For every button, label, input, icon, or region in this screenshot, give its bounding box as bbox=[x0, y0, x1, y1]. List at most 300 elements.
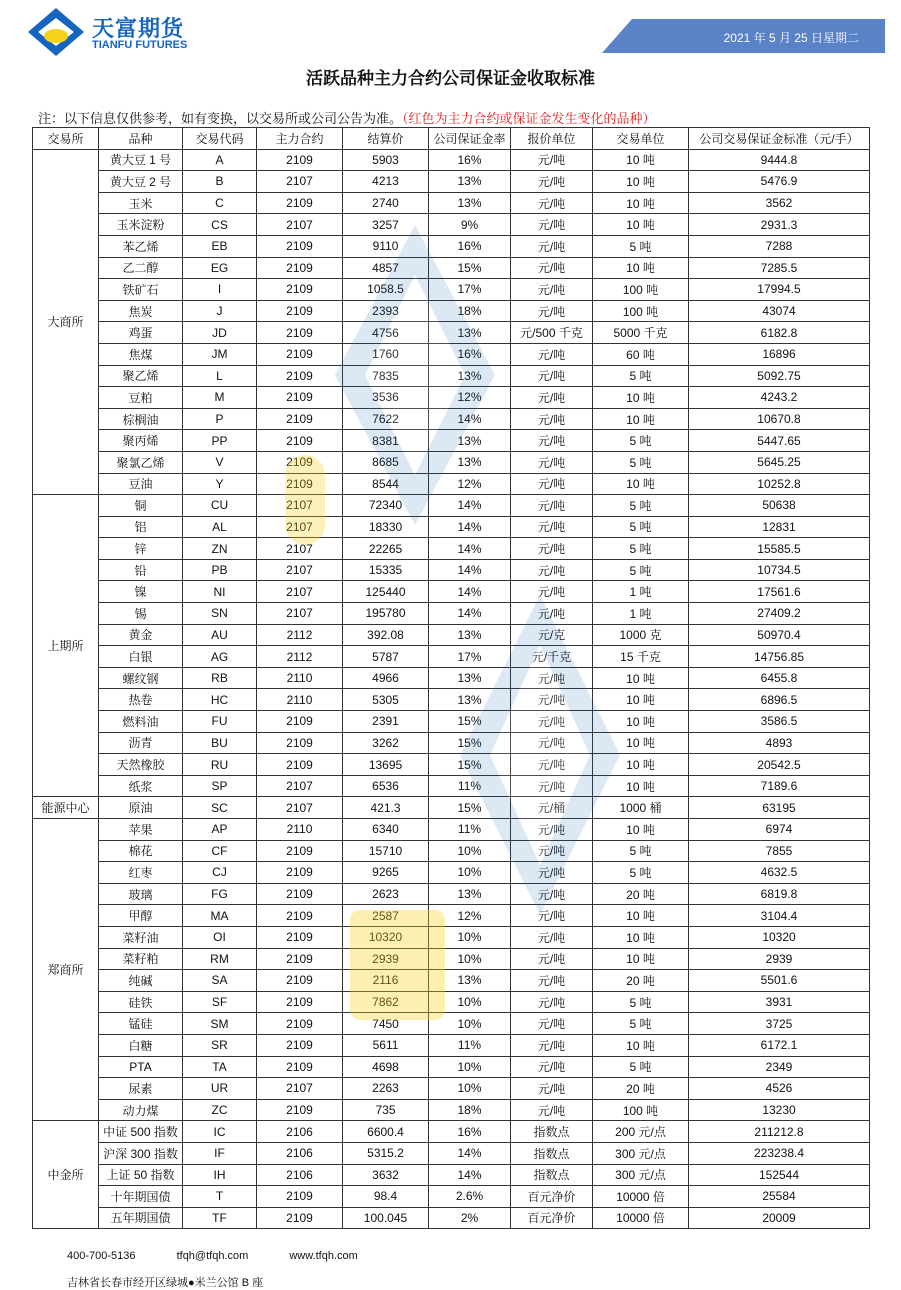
table-cell: NI bbox=[183, 581, 257, 603]
table-cell: 2109 bbox=[257, 970, 343, 992]
table-cell: 14756.85 bbox=[689, 646, 870, 668]
table-cell: EG bbox=[183, 257, 257, 279]
table-cell: 14% bbox=[429, 495, 511, 517]
table-cell: 22265 bbox=[343, 538, 429, 560]
table-cell: 2110 bbox=[257, 689, 343, 711]
table-cell: 10320 bbox=[689, 926, 870, 948]
table-cell: HC bbox=[183, 689, 257, 711]
table-cell: SM bbox=[183, 1013, 257, 1035]
footer-phone: 400-700-5136 bbox=[67, 1250, 136, 1262]
table-cell: 2109 bbox=[257, 840, 343, 862]
table-cell: 8544 bbox=[343, 473, 429, 495]
table-cell: 元/500 千克 bbox=[511, 322, 593, 344]
table-cell: 5 吨 bbox=[593, 862, 689, 884]
table-cell: 13% bbox=[429, 451, 511, 473]
table-cell: 13% bbox=[429, 192, 511, 214]
table-cell: 100.045 bbox=[343, 1207, 429, 1229]
table-row bbox=[33, 300, 870, 322]
table-cell: 15% bbox=[429, 797, 511, 819]
table-cell: 10670.8 bbox=[689, 408, 870, 430]
table-cell: CS bbox=[183, 214, 257, 236]
table-cell: L bbox=[183, 365, 257, 387]
table-cell: 2106 bbox=[257, 1142, 343, 1164]
table-cell: 5 吨 bbox=[593, 516, 689, 538]
table-cell: 7835 bbox=[343, 365, 429, 387]
table-cell: 元/吨 bbox=[511, 905, 593, 927]
table-cell: 元/吨 bbox=[511, 1078, 593, 1100]
table-cell: 元/吨 bbox=[511, 1034, 593, 1056]
table-cell: 14% bbox=[429, 559, 511, 581]
table-cell: 2109 bbox=[257, 192, 343, 214]
table-cell: 72340 bbox=[343, 495, 429, 517]
table-cell: 元/吨 bbox=[511, 991, 593, 1013]
table-cell: 黄大豆 2 号 bbox=[99, 171, 183, 193]
table-cell: 元/吨 bbox=[511, 495, 593, 517]
table-cell: 2.6% bbox=[429, 1186, 511, 1208]
table-cell: 392.08 bbox=[343, 624, 429, 646]
table-cell: 2107 bbox=[257, 1078, 343, 1100]
table-cell: 2109 bbox=[257, 387, 343, 409]
table-cell: 4966 bbox=[343, 667, 429, 689]
table-cell: 7862 bbox=[343, 991, 429, 1013]
table-cell: 5 吨 bbox=[593, 451, 689, 473]
table-row bbox=[33, 797, 870, 819]
table-cell: 元/吨 bbox=[511, 516, 593, 538]
table-cell: 15335 bbox=[343, 559, 429, 581]
table-cell: IF bbox=[183, 1142, 257, 1164]
table-cell: 2393 bbox=[343, 300, 429, 322]
table-cell: 4698 bbox=[343, 1056, 429, 1078]
table-cell: 2623 bbox=[343, 883, 429, 905]
table-cell: 元/千克 bbox=[511, 646, 593, 668]
table-cell: 元/吨 bbox=[511, 667, 593, 689]
table-cell: 10% bbox=[429, 862, 511, 884]
table-cell: 50638 bbox=[689, 495, 870, 517]
table-cell: 9110 bbox=[343, 235, 429, 257]
table-row bbox=[33, 365, 870, 387]
table-row bbox=[33, 214, 870, 236]
table-cell: 2109 bbox=[257, 991, 343, 1013]
table-cell: 3586.5 bbox=[689, 711, 870, 733]
table-cell: 735 bbox=[343, 1099, 429, 1121]
table-cell: SA bbox=[183, 970, 257, 992]
table-cell: 5 吨 bbox=[593, 495, 689, 517]
table-cell: 中证 500 指数 bbox=[99, 1121, 183, 1143]
table-row bbox=[33, 732, 870, 754]
table-cell: 2116 bbox=[343, 970, 429, 992]
table-cell: 苯乙烯 bbox=[99, 235, 183, 257]
table-cell: 63195 bbox=[689, 797, 870, 819]
table-cell: AG bbox=[183, 646, 257, 668]
table-cell: 1000 克 bbox=[593, 624, 689, 646]
table-cell: 13% bbox=[429, 322, 511, 344]
table-row bbox=[33, 473, 870, 495]
table-cell: EB bbox=[183, 235, 257, 257]
table-cell: 5787 bbox=[343, 646, 429, 668]
table-cell: 6340 bbox=[343, 819, 429, 841]
table-cell: 100 吨 bbox=[593, 300, 689, 322]
table-cell: 13% bbox=[429, 970, 511, 992]
table-cell: 2109 bbox=[257, 905, 343, 927]
table-cell: 聚氯乙烯 bbox=[99, 451, 183, 473]
table-cell: 螺纹钢 bbox=[99, 667, 183, 689]
table-cell: 13% bbox=[429, 624, 511, 646]
table-cell: 元/吨 bbox=[511, 430, 593, 452]
table-cell: 15585.5 bbox=[689, 538, 870, 560]
table-cell: 10 吨 bbox=[593, 257, 689, 279]
table-cell: 7622 bbox=[343, 408, 429, 430]
table-row bbox=[33, 171, 870, 193]
table-cell: 元/吨 bbox=[511, 257, 593, 279]
table-cell: 2107 bbox=[257, 495, 343, 517]
table-cell: 10 吨 bbox=[593, 754, 689, 776]
tianfu-logo-icon bbox=[26, 6, 86, 56]
table-cell: 5305 bbox=[343, 689, 429, 711]
table-cell: 13% bbox=[429, 667, 511, 689]
table-cell: 元/吨 bbox=[511, 948, 593, 970]
table-cell: 10% bbox=[429, 948, 511, 970]
table-cell: 5 吨 bbox=[593, 1013, 689, 1035]
footer-email: tfqh@tfqh.com bbox=[176, 1250, 249, 1262]
table-cell: 6974 bbox=[689, 819, 870, 841]
table-cell: 20 吨 bbox=[593, 970, 689, 992]
table-cell: 5611 bbox=[343, 1034, 429, 1056]
table-cell: SN bbox=[183, 603, 257, 625]
table-cell: 燃料油 bbox=[99, 711, 183, 733]
table-cell: 菜籽粕 bbox=[99, 948, 183, 970]
table-cell: 元/吨 bbox=[511, 235, 593, 257]
table-cell: 15 千克 bbox=[593, 646, 689, 668]
table-cell: 玉米 bbox=[99, 192, 183, 214]
table-cell: 2% bbox=[429, 1207, 511, 1229]
report-date: 2021 年 5 月 25 日星期二 bbox=[723, 31, 859, 45]
table-cell: 16% bbox=[429, 235, 511, 257]
table-cell: 元/吨 bbox=[511, 538, 593, 560]
table-cell: 10 吨 bbox=[593, 473, 689, 495]
table-row bbox=[33, 667, 870, 689]
table-cell: JM bbox=[183, 343, 257, 365]
table-cell: 10734.5 bbox=[689, 559, 870, 581]
table-cell: 白银 bbox=[99, 646, 183, 668]
table-cell: 2109 bbox=[257, 1099, 343, 1121]
table-cell: 纸浆 bbox=[99, 775, 183, 797]
table-cell: 10% bbox=[429, 991, 511, 1013]
footer-contacts bbox=[67, 1250, 358, 1262]
table-cell: 元/吨 bbox=[511, 365, 593, 387]
table-cell: 10 吨 bbox=[593, 1034, 689, 1056]
table-cell: UR bbox=[183, 1078, 257, 1100]
table-cell: 20 吨 bbox=[593, 1078, 689, 1100]
table-row bbox=[33, 926, 870, 948]
table-cell: 元/吨 bbox=[511, 451, 593, 473]
table-cell: 7285.5 bbox=[689, 257, 870, 279]
table-body bbox=[33, 149, 870, 1229]
table-cell: 2109 bbox=[257, 430, 343, 452]
table-cell: 5903 bbox=[343, 149, 429, 171]
table-row bbox=[33, 991, 870, 1013]
table-cell: 14% bbox=[429, 408, 511, 430]
table-cell: 尿素 bbox=[99, 1078, 183, 1100]
table-cell: 3562 bbox=[689, 192, 870, 214]
table-cell: 元/吨 bbox=[511, 1013, 593, 1035]
table-cell: 6819.8 bbox=[689, 883, 870, 905]
table-cell: 元/吨 bbox=[511, 819, 593, 841]
table-cell: 10 吨 bbox=[593, 689, 689, 711]
table-cell: 5 吨 bbox=[593, 365, 689, 387]
table-cell: 5315.2 bbox=[343, 1142, 429, 1164]
table-row bbox=[33, 754, 870, 776]
table-cell: 100 吨 bbox=[593, 1099, 689, 1121]
table-cell: 15% bbox=[429, 711, 511, 733]
table-cell: 12% bbox=[429, 905, 511, 927]
table-cell: 菜籽油 bbox=[99, 926, 183, 948]
note-text: 注：以下信息仅供参考，如有变换，以交易所或公司公告为准。 bbox=[38, 112, 403, 127]
table-cell: 动力煤 bbox=[99, 1099, 183, 1121]
table-cell: 13% bbox=[429, 689, 511, 711]
table-cell: 元/吨 bbox=[511, 279, 593, 301]
table-cell: 20542.5 bbox=[689, 754, 870, 776]
table-cell: 元/吨 bbox=[511, 862, 593, 884]
table-row bbox=[33, 430, 870, 452]
table-row bbox=[33, 1186, 870, 1208]
footer-address: 吉林省长春市经开区绿城●米兰公馆 B 座 bbox=[67, 1277, 264, 1289]
table-cell: 十年期国债 bbox=[99, 1186, 183, 1208]
table-cell: 10 吨 bbox=[593, 948, 689, 970]
table-cell: 10 吨 bbox=[593, 408, 689, 430]
table-cell: 10000 倍 bbox=[593, 1207, 689, 1229]
table-cell: 5000 千克 bbox=[593, 322, 689, 344]
table-row bbox=[33, 948, 870, 970]
table-cell: 4857 bbox=[343, 257, 429, 279]
note-highlight: （红色为主力合约或保证金发生变化的品种） bbox=[402, 112, 656, 127]
table-cell: TF bbox=[183, 1207, 257, 1229]
table-row bbox=[33, 775, 870, 797]
column-header: 交易代码 bbox=[183, 128, 257, 150]
table-row bbox=[33, 862, 870, 884]
table-cell: 锌 bbox=[99, 538, 183, 560]
table-cell: A bbox=[183, 149, 257, 171]
table-cell: 指数点 bbox=[511, 1142, 593, 1164]
exchange-cell: 郑商所 bbox=[33, 819, 99, 1121]
table-cell: 6896.5 bbox=[689, 689, 870, 711]
logo-chinese-name: 天富期货 bbox=[92, 17, 185, 42]
table-cell: 元/吨 bbox=[511, 754, 593, 776]
table-cell: 天然橡胶 bbox=[99, 754, 183, 776]
table-cell: 10% bbox=[429, 1013, 511, 1035]
table-cell: RU bbox=[183, 754, 257, 776]
table-cell: 10252.8 bbox=[689, 473, 870, 495]
table-cell: 9% bbox=[429, 214, 511, 236]
table-cell: 10 吨 bbox=[593, 192, 689, 214]
table-cell: 17994.5 bbox=[689, 279, 870, 301]
table-cell: SC bbox=[183, 797, 257, 819]
table-row bbox=[33, 408, 870, 430]
table-cell: 14% bbox=[429, 538, 511, 560]
column-header: 公司保证金率 bbox=[429, 128, 511, 150]
column-header: 品种 bbox=[99, 128, 183, 150]
table-cell: 3104.4 bbox=[689, 905, 870, 927]
table-cell: 195780 bbox=[343, 603, 429, 625]
table-cell: 10 吨 bbox=[593, 667, 689, 689]
table-cell: 13695 bbox=[343, 754, 429, 776]
table-cell: 镍 bbox=[99, 581, 183, 603]
table-cell: T bbox=[183, 1186, 257, 1208]
table-cell: 玻璃 bbox=[99, 883, 183, 905]
table-cell: 2109 bbox=[257, 948, 343, 970]
table-cell: 15% bbox=[429, 754, 511, 776]
table-cell: 1058.5 bbox=[343, 279, 429, 301]
table-cell: 黄金 bbox=[99, 624, 183, 646]
table-cell: 2587 bbox=[343, 905, 429, 927]
table-cell: 2109 bbox=[257, 235, 343, 257]
table-cell: 百元净价 bbox=[511, 1186, 593, 1208]
table-cell: 11% bbox=[429, 1034, 511, 1056]
column-header: 交易单位 bbox=[593, 128, 689, 150]
table-cell: 18% bbox=[429, 1099, 511, 1121]
table-row bbox=[33, 1121, 870, 1143]
table-cell: FU bbox=[183, 711, 257, 733]
table-cell: 2263 bbox=[343, 1078, 429, 1100]
table-cell: 2109 bbox=[257, 1056, 343, 1078]
table-header-row bbox=[33, 128, 870, 150]
table-cell: PTA bbox=[99, 1056, 183, 1078]
table-cell: 纯碱 bbox=[99, 970, 183, 992]
table-cell: B bbox=[183, 171, 257, 193]
table-cell: 18% bbox=[429, 300, 511, 322]
page-title: 活跃品种主力合约公司保证金收取标准 bbox=[306, 69, 595, 89]
table-cell: 棉花 bbox=[99, 840, 183, 862]
table-cell: 5 吨 bbox=[593, 1056, 689, 1078]
table-cell: 2109 bbox=[257, 883, 343, 905]
logo-english-name: TIANFU FUTURES bbox=[92, 39, 188, 51]
table-cell: 硅铁 bbox=[99, 991, 183, 1013]
table-cell: Y bbox=[183, 473, 257, 495]
table-cell: 铅 bbox=[99, 559, 183, 581]
table-cell: AP bbox=[183, 819, 257, 841]
table-row bbox=[33, 646, 870, 668]
table-cell: 421.3 bbox=[343, 797, 429, 819]
table-cell: 元/吨 bbox=[511, 711, 593, 733]
table-cell: 4213 bbox=[343, 171, 429, 193]
table-cell: 玉米淀粉 bbox=[99, 214, 183, 236]
table-cell: 白糖 bbox=[99, 1034, 183, 1056]
exchange-cell: 大商所 bbox=[33, 149, 99, 495]
table-cell: 11% bbox=[429, 775, 511, 797]
table-cell: 甲醇 bbox=[99, 905, 183, 927]
table-cell: 8685 bbox=[343, 451, 429, 473]
table-row bbox=[33, 559, 870, 581]
table-cell: 元/吨 bbox=[511, 840, 593, 862]
table-cell: 13% bbox=[429, 430, 511, 452]
table-cell: 2107 bbox=[257, 214, 343, 236]
table-cell: 五年期国债 bbox=[99, 1207, 183, 1229]
table-cell: 5476.9 bbox=[689, 171, 870, 193]
table-cell: 棕榈油 bbox=[99, 408, 183, 430]
table-cell: RB bbox=[183, 667, 257, 689]
table-cell: 7450 bbox=[343, 1013, 429, 1035]
table-cell: 4632.5 bbox=[689, 862, 870, 884]
table-cell: 2109 bbox=[257, 711, 343, 733]
table-cell: 元/吨 bbox=[511, 559, 593, 581]
table-cell: 15% bbox=[429, 732, 511, 754]
date-banner bbox=[602, 19, 885, 53]
table-cell: CU bbox=[183, 495, 257, 517]
table-cell: 沥青 bbox=[99, 732, 183, 754]
company-logo bbox=[26, 6, 206, 56]
table-cell: 16896 bbox=[689, 343, 870, 365]
table-cell: 10 吨 bbox=[593, 171, 689, 193]
table-cell: JD bbox=[183, 322, 257, 344]
margin-table bbox=[32, 127, 870, 1229]
table-cell: 10 吨 bbox=[593, 214, 689, 236]
table-cell: CJ bbox=[183, 862, 257, 884]
table-cell: 16% bbox=[429, 149, 511, 171]
table-cell: 聚丙烯 bbox=[99, 430, 183, 452]
table-cell: 3262 bbox=[343, 732, 429, 754]
table-row bbox=[33, 1034, 870, 1056]
table-cell: 5 吨 bbox=[593, 430, 689, 452]
table-cell: SR bbox=[183, 1034, 257, 1056]
exchange-cell: 中金所 bbox=[33, 1121, 99, 1229]
table-cell: ZN bbox=[183, 538, 257, 560]
table-cell: 2112 bbox=[257, 624, 343, 646]
table-cell: 3931 bbox=[689, 991, 870, 1013]
table-cell: 元/吨 bbox=[511, 970, 593, 992]
table-cell: 2109 bbox=[257, 149, 343, 171]
table-cell: 10% bbox=[429, 840, 511, 862]
table-cell: 10 吨 bbox=[593, 711, 689, 733]
table-cell: 6536 bbox=[343, 775, 429, 797]
table-cell: 16% bbox=[429, 343, 511, 365]
table-row bbox=[33, 257, 870, 279]
table-cell: 8381 bbox=[343, 430, 429, 452]
table-cell: IH bbox=[183, 1164, 257, 1186]
table-cell: 5 吨 bbox=[593, 991, 689, 1013]
table-cell: 223238.4 bbox=[689, 1142, 870, 1164]
table-cell: 元/吨 bbox=[511, 1056, 593, 1078]
table-cell: 黄大豆 1 号 bbox=[99, 149, 183, 171]
column-header: 主力合约 bbox=[257, 128, 343, 150]
table-cell: 10 吨 bbox=[593, 775, 689, 797]
table-cell: 沪深 300 指数 bbox=[99, 1142, 183, 1164]
column-header: 结算价 bbox=[343, 128, 429, 150]
table-cell: 2109 bbox=[257, 1013, 343, 1035]
table-cell: 25584 bbox=[689, 1186, 870, 1208]
table-cell: 2107 bbox=[257, 797, 343, 819]
table-cell: M bbox=[183, 387, 257, 409]
table-cell: 铜 bbox=[99, 495, 183, 517]
column-header: 公司交易保证金标准（元/手） bbox=[689, 128, 870, 150]
table-cell: 2109 bbox=[257, 279, 343, 301]
table-cell: 上证 50 指数 bbox=[99, 1164, 183, 1186]
table-cell: 6172.1 bbox=[689, 1034, 870, 1056]
table-cell: 2109 bbox=[257, 365, 343, 387]
table-cell: 12% bbox=[429, 473, 511, 495]
table-cell: 2109 bbox=[257, 862, 343, 884]
table-cell: 10 吨 bbox=[593, 387, 689, 409]
table-row bbox=[33, 689, 870, 711]
table-row bbox=[33, 1142, 870, 1164]
table-cell: 元/吨 bbox=[511, 149, 593, 171]
table-cell: SF bbox=[183, 991, 257, 1013]
table-cell: SP bbox=[183, 775, 257, 797]
table-cell: 焦炭 bbox=[99, 300, 183, 322]
table-cell: 锰硅 bbox=[99, 1013, 183, 1035]
table-cell: PB bbox=[183, 559, 257, 581]
table-row bbox=[33, 1013, 870, 1035]
table-cell: 15710 bbox=[343, 840, 429, 862]
table-cell: 7855 bbox=[689, 840, 870, 862]
